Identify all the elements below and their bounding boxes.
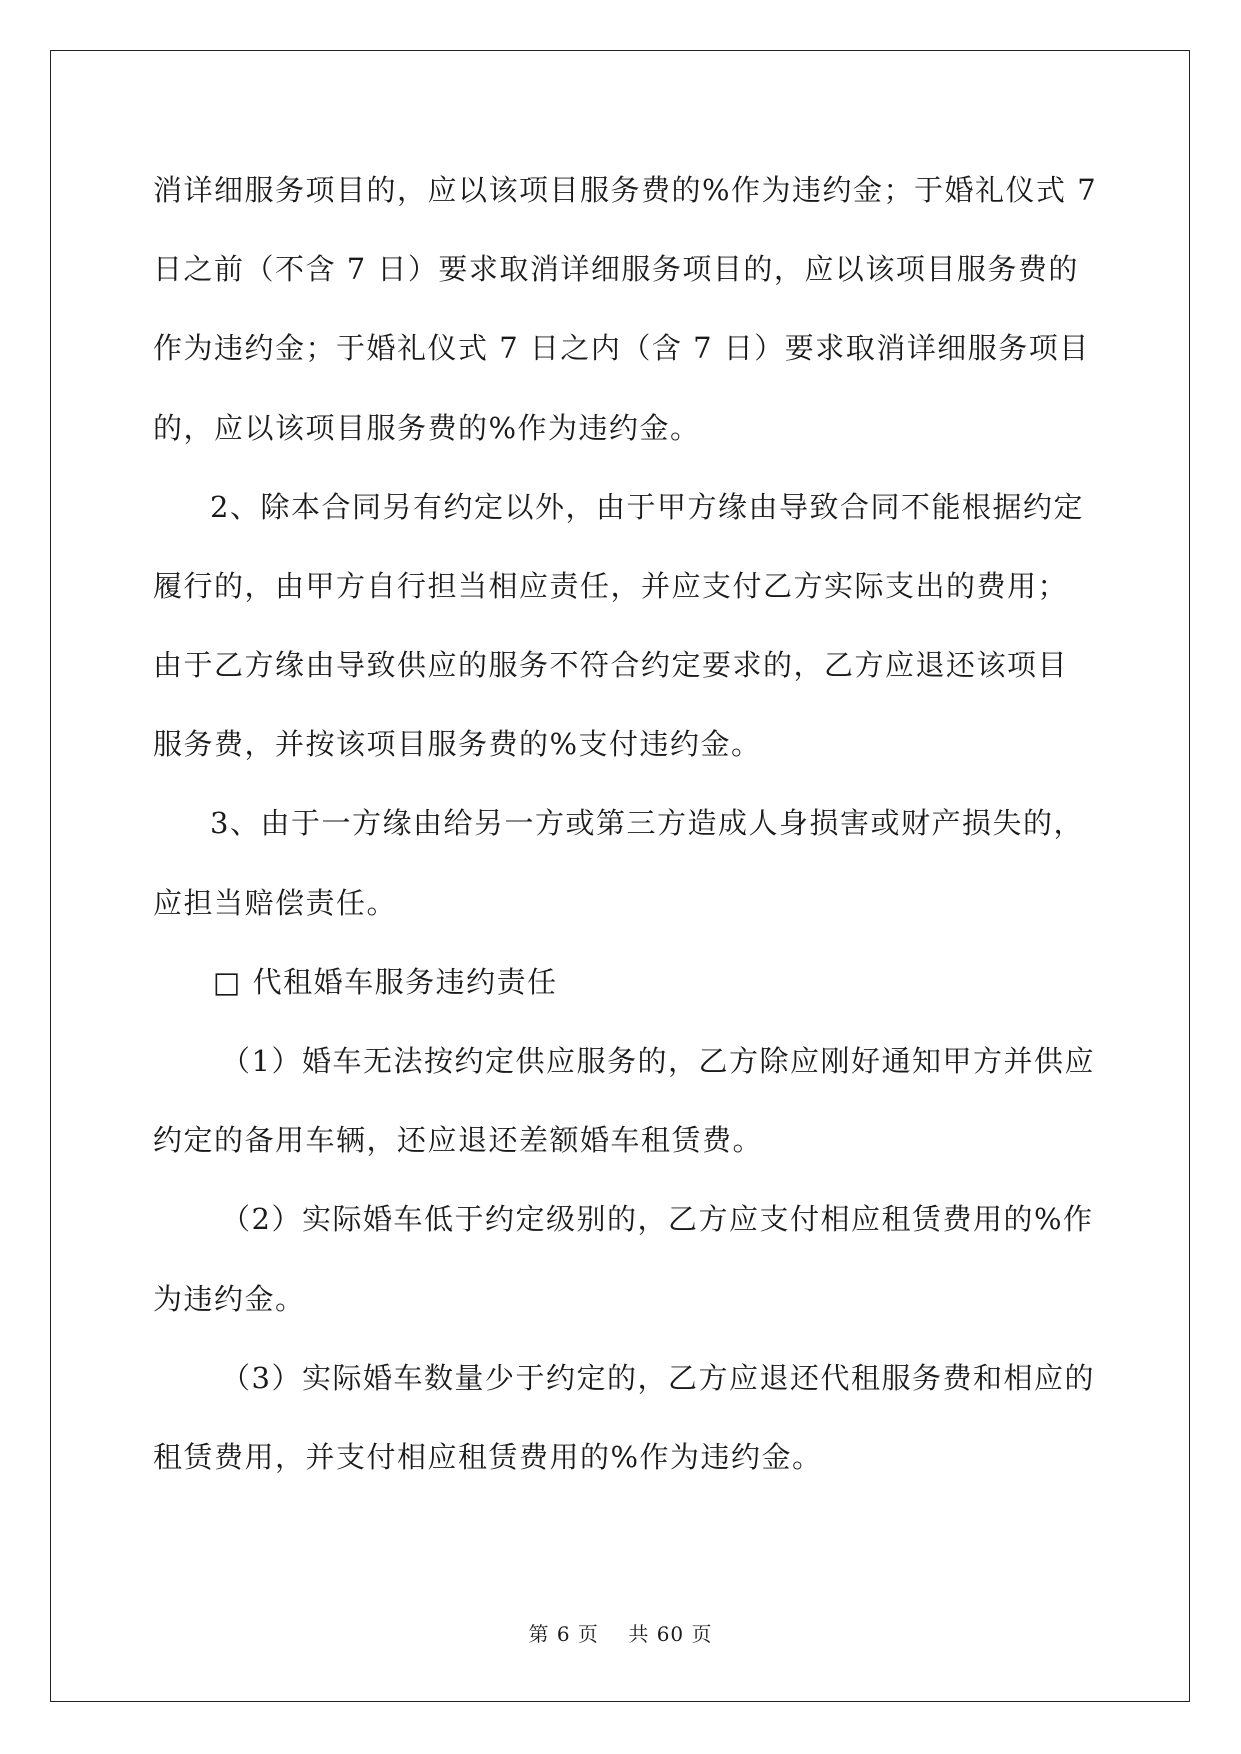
section-heading: □ 代租婚车服务违约责任 <box>213 965 558 999</box>
page-footer <box>0 1618 1241 1647</box>
text-line: 由于乙方缘由导致供应的服务不符合约定要求的，乙方应退还该项目 <box>153 648 1069 682</box>
paragraph-3-first-line: 3、由于一方缘由给另一方或第三方造成人身损害或财产损失的， <box>210 806 1084 840</box>
paragraph-2-first-line: 2、除本合同另有约定以外，由于甲方缘由导致合同不能根据约定 <box>210 490 1084 524</box>
text-line: 的，应以该项目服务费的%作为违约金。 <box>153 411 701 445</box>
text-line: 履行的，由甲方自行担当相应责任，并应支付乙方实际支出的费用； <box>153 569 1069 603</box>
text-line: 为违约金。 <box>153 1282 306 1316</box>
text-line: 约定的备用车辆，还应退还差额婚车租赁费。 <box>153 1123 764 1157</box>
page-number: 第 6 页 共 60 页 <box>528 1622 713 1646</box>
item-3-first-line: （3）实际婚车数量少于约定的，乙方应退还代租服务费和相应的 <box>221 1361 1095 1395</box>
text-line: 日之前（不含 7 日）要求取消详细服务项目的，应以该项目服务费的 <box>153 252 1079 286</box>
text-line: 消详细服务项目的，应以该项目服务费的%作为违约金；于婚礼仪式 7 <box>153 173 1098 207</box>
text-line: 作为违约金；于婚礼仪式 7 日之内（含 7 日）要求取消详细服务项目 <box>153 331 1090 365</box>
text-line: 租赁费用，并支付相应租赁费用的%作为违约金。 <box>153 1440 823 1474</box>
item-2-first-line: （2）实际婚车低于约定级别的，乙方应支付相应租赁费用的%作 <box>221 1202 1094 1236</box>
item-1-first-line: （1）婚车无法按约定供应服务的，乙方除应刚好通知甲方并供应 <box>221 1044 1095 1078</box>
text-line: 应担当赔偿责任。 <box>153 886 398 920</box>
text-line: 服务费，并按该项目服务费的%支付违约金。 <box>153 727 762 761</box>
